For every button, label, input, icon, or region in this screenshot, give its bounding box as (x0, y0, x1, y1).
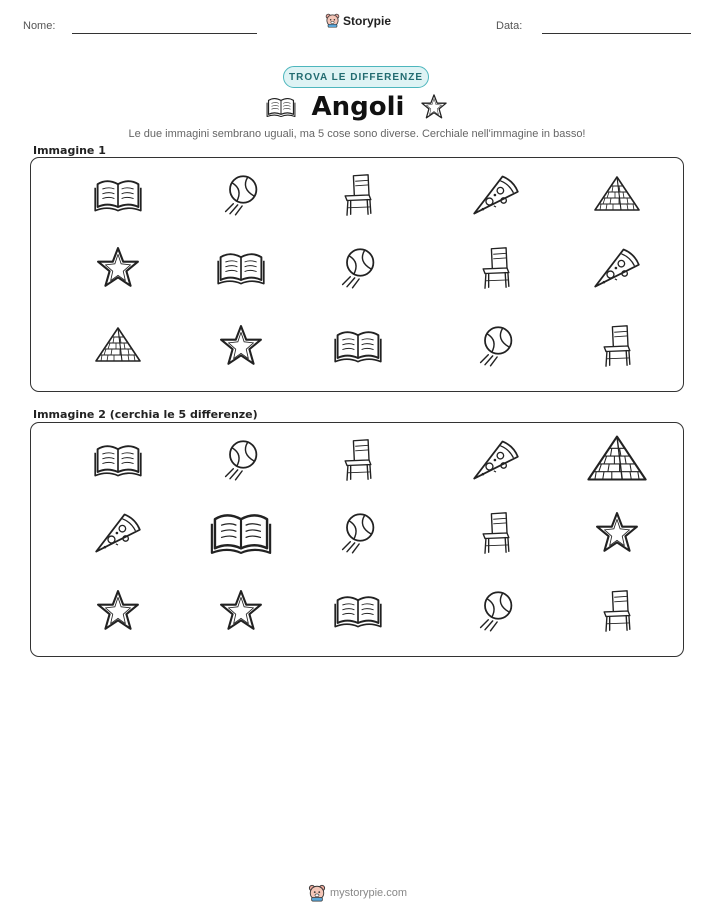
book-icon (94, 173, 142, 217)
pyramid-icon (593, 173, 641, 217)
star-icon[interactable] (593, 511, 641, 555)
image1-panel (30, 157, 684, 392)
chair-icon (593, 324, 641, 368)
image2-label: Immagine 2 (cerchia le 5 differenze) (33, 408, 258, 421)
date-label: Data: (496, 20, 523, 32)
image2-panel[interactable] (30, 422, 684, 657)
pyramid-icon (94, 324, 142, 368)
activity-badge: TROVA LE DIFFERENZE (283, 66, 429, 88)
chair-icon[interactable] (593, 589, 641, 633)
name-label: Nome: (23, 20, 56, 32)
book-icon (217, 246, 265, 290)
ball-icon[interactable] (472, 589, 520, 633)
star-icon[interactable] (217, 589, 265, 633)
pyramid-icon[interactable] (585, 434, 649, 486)
pizza-icon (593, 246, 641, 290)
image1-label: Immagine 1 (33, 144, 106, 157)
footer-url: mystorypie.com (330, 887, 408, 899)
book-icon (334, 324, 382, 368)
book-icon[interactable] (208, 510, 274, 556)
star-icon (420, 93, 448, 121)
ball-icon[interactable] (217, 438, 265, 482)
pizza-icon[interactable] (472, 438, 520, 482)
name-line[interactable] (72, 33, 257, 34)
bear-logo-icon (308, 884, 326, 902)
pizza-icon[interactable] (94, 511, 142, 555)
brand (325, 13, 391, 28)
footer (308, 884, 407, 902)
brand-name: Storypie (343, 13, 392, 28)
ball-icon (217, 173, 265, 217)
chair-icon[interactable] (472, 511, 520, 555)
page-title: Angoli (311, 92, 405, 122)
star-icon (217, 324, 265, 368)
chair-icon[interactable] (334, 438, 382, 482)
book-icon[interactable] (94, 438, 142, 482)
date-line[interactable] (542, 33, 691, 34)
star-icon[interactable] (94, 589, 142, 633)
ball-icon (472, 324, 520, 368)
book-icon[interactable] (334, 589, 382, 633)
book-icon (266, 96, 296, 118)
pizza-icon (472, 173, 520, 217)
title-row (0, 92, 714, 122)
ball-icon[interactable] (334, 511, 382, 555)
bear-logo-icon (325, 13, 340, 28)
instructions: Le due immagini sembrano uguali, ma 5 cose sono diverse. Cerchiale nell'immagine in basso! (128, 128, 586, 140)
chair-icon (334, 173, 382, 217)
star-icon (94, 246, 142, 290)
chair-icon (472, 246, 520, 290)
ball-icon (334, 246, 382, 290)
